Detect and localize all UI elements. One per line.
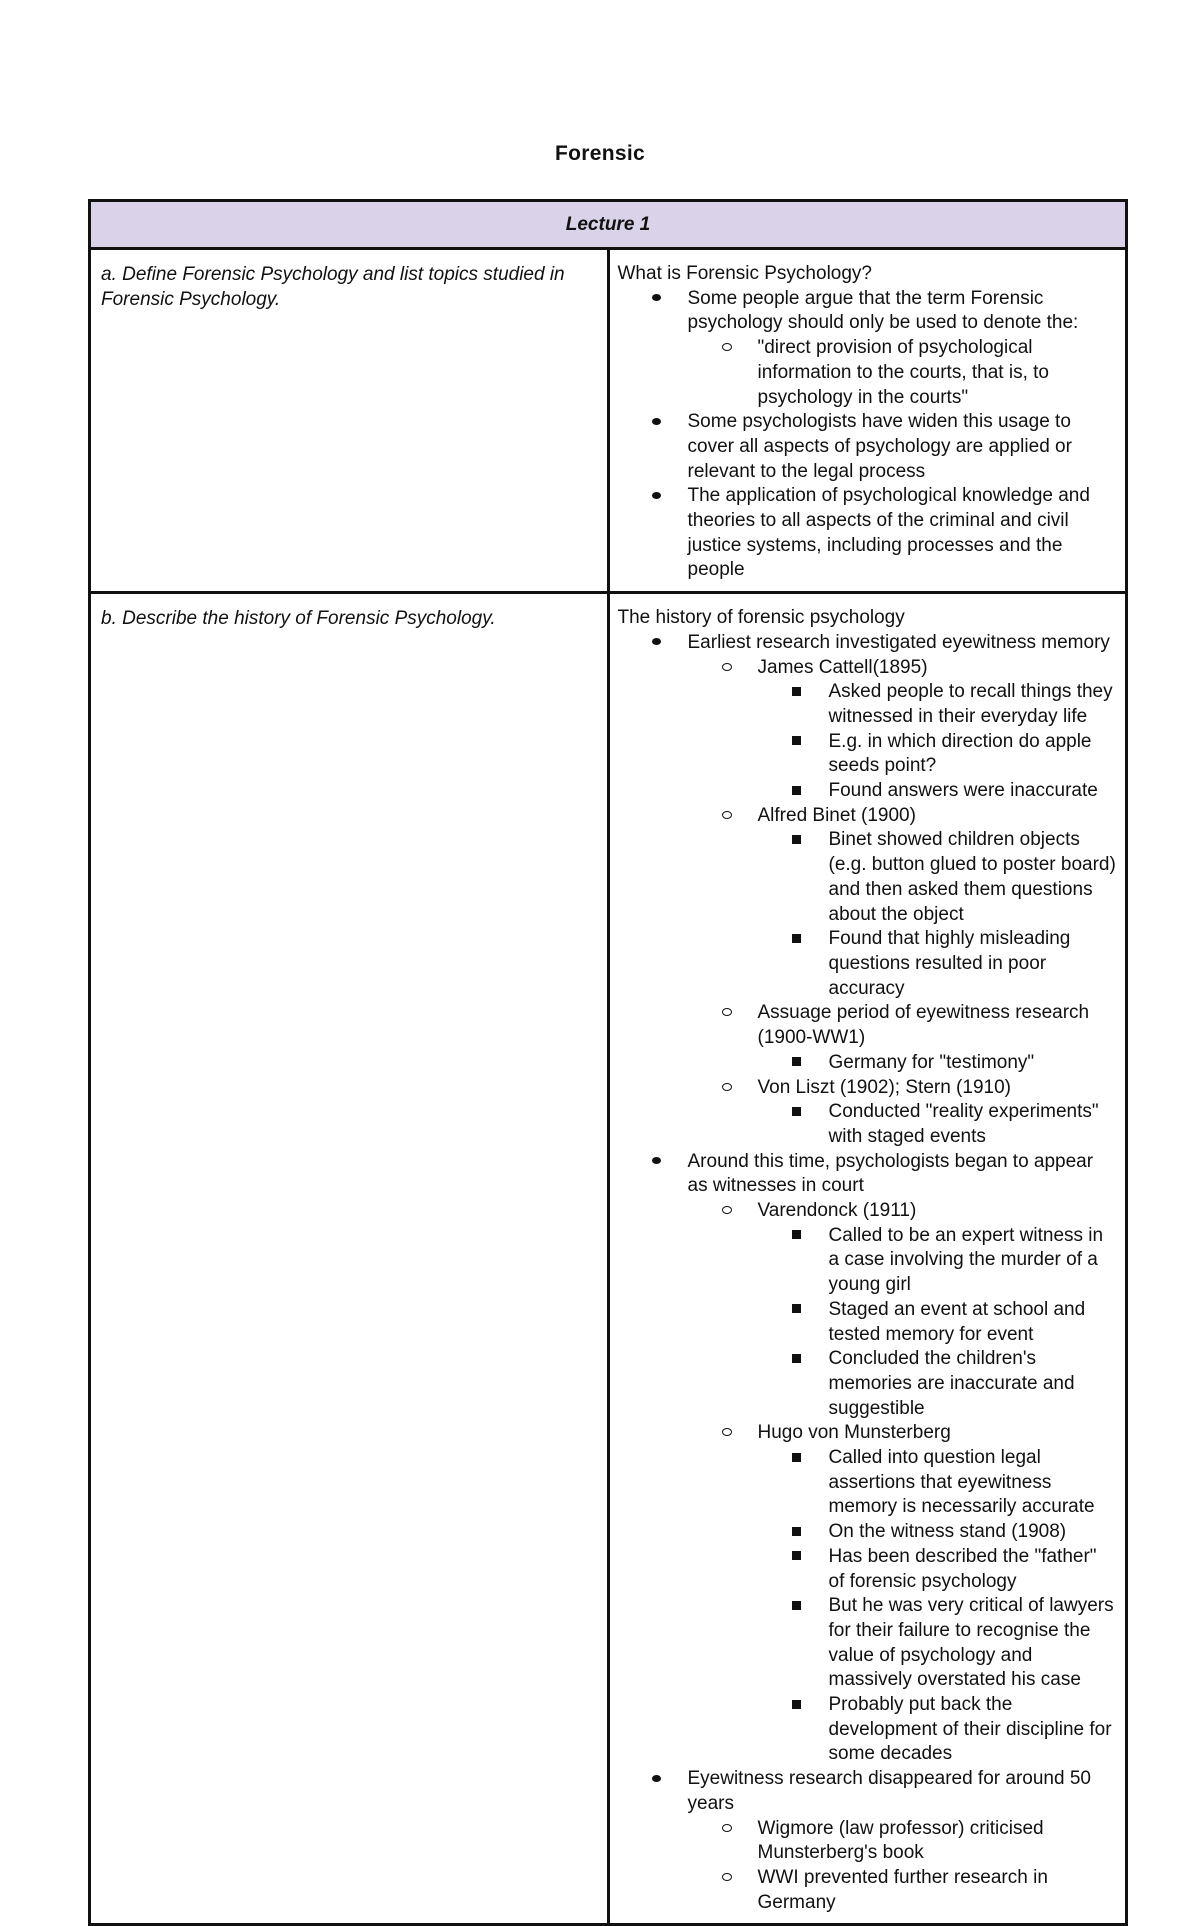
hollow-circle-icon: [722, 1199, 732, 1224]
section-heading: What is Forensic Psychology?: [617, 263, 872, 284]
list-item: [618, 1866, 1118, 1915]
filled-square-icon: [792, 1298, 801, 1323]
list-item: [618, 287, 1118, 336]
filled-square-icon: [792, 1446, 801, 1471]
list-item-text: James Cattell(1895): [757, 656, 928, 678]
filled-square-icon: [792, 779, 801, 804]
filled-square-icon: [792, 1594, 801, 1619]
list-item: [618, 1817, 1118, 1866]
filled-disc-icon: [652, 484, 661, 509]
filled-square-icon: [792, 680, 801, 705]
hollow-circle-icon: [722, 804, 732, 829]
list-item-text: On the witness stand (1908): [828, 1521, 1067, 1543]
list-item: [618, 1520, 1118, 1545]
filled-square-icon: [792, 1224, 801, 1249]
list-item-text: WWI prevented further research in Germany: [757, 1867, 1048, 1913]
list-item: [618, 1767, 1118, 1816]
list-item: [618, 484, 1118, 583]
list-item: [618, 680, 1118, 729]
list-item-text: Asked people to recall things they witnessed in their everyday life: [828, 681, 1113, 727]
prompt-cell: a. Define Forensic Psychology and list topics studied in Forensic Psychology.: [90, 249, 609, 593]
list-item: [618, 1347, 1118, 1421]
list-item-text: Found answers were inaccurate: [828, 780, 1098, 802]
hollow-circle-icon: [722, 656, 732, 681]
list-item: [618, 779, 1118, 804]
list-item: [618, 1150, 1118, 1199]
lecture-notes-table: [88, 199, 1128, 1926]
hollow-circle-icon: [722, 336, 732, 361]
hollow-circle-icon: [722, 1817, 732, 1842]
hollow-circle-icon: [722, 1421, 732, 1446]
list-item-text: But he was very critical of lawyers for their failure to recognise the value of psychology and massively overstated his case: [828, 1595, 1114, 1691]
bullet-list: [618, 631, 1118, 1916]
list-item-text: Eyewitness research disappeared for around 50 years: [687, 1768, 1091, 1814]
list-item: [618, 730, 1118, 779]
list-item: [618, 1693, 1118, 1767]
list-item: [618, 1298, 1118, 1347]
list-item-text: Alfred Binet (1900): [757, 804, 916, 826]
filled-disc-icon: [652, 1767, 661, 1792]
list-item: [618, 1545, 1118, 1594]
list-item-text: Hugo von Munsterberg: [757, 1422, 951, 1444]
hollow-circle-icon: [722, 1076, 732, 1101]
list-item: [618, 1594, 1118, 1693]
list-item-text: E.g. in which direction do apple seeds point?: [828, 730, 1092, 777]
list-item-text: Varendonck (1911): [757, 1200, 917, 1222]
section-heading: The history of forensic psychology: [617, 607, 905, 629]
prompt-cell: b. Describe the history of Forensic Psychology.: [90, 593, 609, 1925]
list-item-text: Conducted "reality experiments" with staged events: [828, 1101, 1099, 1147]
filled-square-icon: [792, 927, 801, 952]
list-item-text: Probably put back the development of their discipline for some decades: [828, 1694, 1112, 1765]
table-row: [90, 593, 1127, 1925]
filled-square-icon: [792, 1520, 801, 1545]
content-cell: [608, 593, 1127, 1925]
bullet-list: [618, 287, 1118, 583]
list-item: [618, 656, 1118, 681]
list-item: [618, 1446, 1118, 1520]
list-item-text: The application of psychological knowledge and theories to all aspects of the criminal and civil justice systems, including processes and the people: [687, 485, 1090, 581]
filled-disc-icon: [652, 631, 661, 656]
list-item-text: Some people argue that the term Forensic psychology should only be used to denote the:: [687, 287, 1079, 334]
list-item: [618, 1001, 1118, 1050]
list-item: [618, 927, 1118, 1001]
filled-square-icon: [792, 1545, 801, 1570]
list-item-text: Wigmore (law professor) criticised Munsterberg's book: [757, 1817, 1044, 1864]
filled-square-icon: [792, 730, 801, 755]
list-item-text: "direct provision of psychological information to the courts, that is, to psychology in the courts": [757, 337, 1049, 408]
list-item-text: Has been described the "father" of forensic psychology: [828, 1545, 1097, 1592]
list-item-text: Staged an event at school and tested memory for event: [828, 1298, 1086, 1345]
list-item: [618, 1076, 1118, 1101]
list-item-text: Assuage period of eyewitness research (1900-WW1): [757, 1002, 1090, 1049]
list-item: [618, 1421, 1118, 1446]
list-item: [618, 1199, 1118, 1224]
hollow-circle-icon: [722, 1866, 732, 1891]
content-cell: [608, 249, 1127, 593]
list-item: [618, 804, 1118, 829]
list-item: [618, 336, 1118, 410]
list-item-text: Von Liszt (1902); Stern (1910): [757, 1076, 1011, 1098]
filled-disc-icon: [652, 1150, 661, 1175]
list-item: [618, 631, 1118, 656]
list-item-text: Concluded the children's memories are inaccurate and suggestible: [828, 1348, 1075, 1419]
header-row: [90, 201, 1127, 249]
filled-disc-icon: [652, 410, 661, 435]
table-row: [90, 249, 1127, 593]
list-item-text: Some psychologists have widen this usage to cover all aspects of psychology are applied or relevant to the legal process: [687, 411, 1072, 482]
list-item: [618, 828, 1118, 927]
filled-square-icon: [792, 1347, 801, 1372]
list-item: [618, 1051, 1118, 1076]
filled-square-icon: [792, 828, 801, 853]
list-item-text: Called to be an expert witness in a case involving the murder of a young girl: [828, 1224, 1104, 1296]
list-item: [618, 410, 1118, 484]
lecture-header: Lecture 1: [90, 201, 1127, 249]
list-item: [618, 1100, 1118, 1149]
list-item-text: Called into question legal assertions that eyewitness memory is necessarily accurate: [828, 1447, 1095, 1518]
filled-square-icon: [792, 1051, 801, 1076]
filled-square-icon: [792, 1100, 801, 1125]
list-item-text: Around this time, psychologists began to appear as witnesses in court: [687, 1150, 1094, 1197]
list-item: [618, 1224, 1118, 1298]
list-item-text: Germany for "testimony": [828, 1051, 1035, 1073]
document-title: Forensic: [555, 142, 645, 165]
filled-disc-icon: [652, 287, 661, 312]
list-item-text: Earliest research investigated eyewitness memory: [687, 631, 1110, 653]
list-item-text: Binet showed children objects (e.g. button glued to poster board) and then asked them questions about the object: [828, 829, 1116, 925]
filled-square-icon: [792, 1693, 801, 1718]
list-item-text: Found that highly misleading questions resulted in poor accuracy: [828, 928, 1071, 999]
hollow-circle-icon: [722, 1001, 732, 1026]
